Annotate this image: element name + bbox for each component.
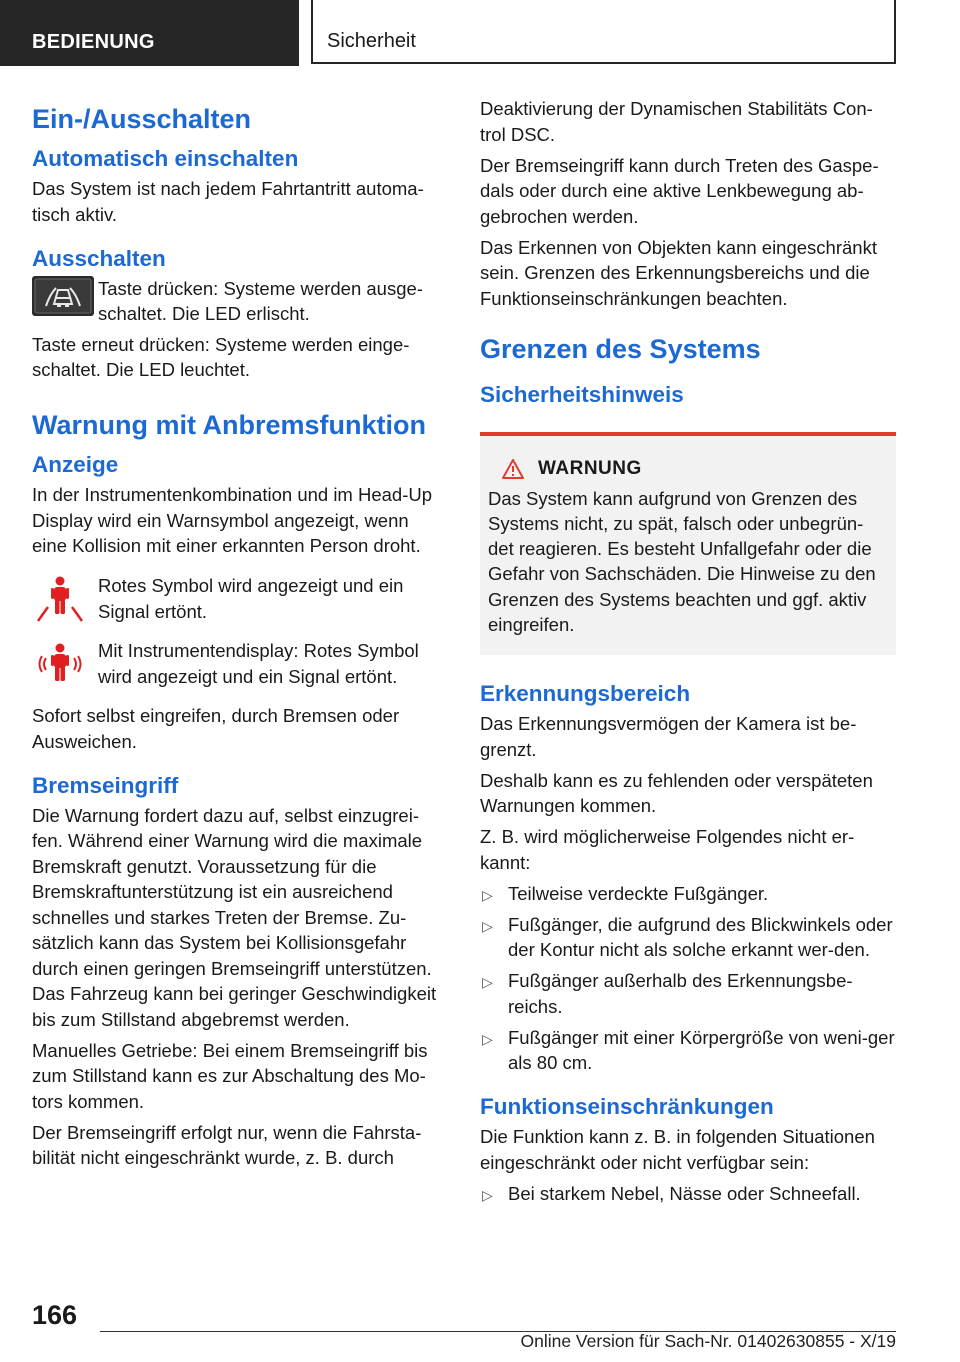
text-instrument-display: Mit Instrumentendisplay: Rotes Symbol wird angezeigt und ein Signal ertönt.	[98, 640, 419, 687]
left-column	[32, 96, 448, 1176]
text-range-1: Das Erkennungsvermögen der Kamera ist be-grenzt.	[480, 713, 857, 760]
page-number: 166	[32, 1300, 78, 1330]
text-brake-2: Manuelles Getriebe: Bei einem Bremseingriff bis zum Stillstand kann es zur Abschaltung des Mo-tors kommen.	[32, 1039, 428, 1112]
pedestrian-warning-signal-icon	[32, 638, 98, 688]
text-brake-1: Die Warnung fordert dazu auf, selbst einzugrei-fen. Während einer Warnung wird die maximale Bremskraft genutzt. Voraussetzung für die Bremskraftunterstützung ist ein ausreichend schnelles und starkes Treten der Bremse. Zu-sätzlich kann das System bei Kollisionsgefahr durch einen geringen Bremseingriff unterstützen. Das Fahrzeug kann bei geringer Geschwindigkeit bis zum Stillstand abgebremst werden.	[32, 804, 437, 1030]
heading-on-off: Ein-/Ausschalten	[32, 104, 252, 134]
text-function-limits: Die Funktion kann z. B. in folgenden Situationen eingeschränkt oder nicht verfügbar sein:	[480, 1126, 875, 1173]
text-intervene: Sofort selbst eingreifen, durch Bremsen oder Ausweichen.	[32, 705, 400, 752]
warning-label: WARNUNG	[538, 457, 642, 479]
list-item: ▷ Bei starkem Nebel, Nässe oder Schneefall.	[480, 1181, 896, 1207]
right-column	[480, 96, 896, 1212]
pedestrian-warning-icon	[32, 573, 98, 623]
heading-display: Anzeige	[32, 452, 119, 477]
warning-box	[480, 432, 896, 656]
text-press-button: Taste drücken: Systeme werden ausge-schaltet. Die LED erlischt.	[98, 277, 423, 324]
text-auto-on: Das System ist nach jedem Fahrtantritt automa-tisch aktiv.	[32, 178, 424, 225]
list-item: ▷ Fußgänger außerhalb des Erkennungsbe-reichs.	[482, 970, 853, 1017]
bullet-triangle-icon: ▷	[482, 886, 493, 903]
text-range-2: Deshalb kann es zu fehlenden oder verspäteten Warnungen kommen.	[480, 769, 873, 817]
heading-auto-on: Automatisch einschalten	[32, 146, 299, 171]
bullet-triangle-icon: ▷	[482, 974, 493, 991]
heading-warning-brake: Warnung mit Anbremsfunktion	[32, 410, 426, 440]
button-instruction-row	[32, 276, 448, 327]
heading-detection-range: Erkennungsbereich	[480, 681, 691, 707]
page-footer	[0, 1290, 960, 1362]
collision-warning-button-icon	[32, 276, 98, 316]
bullet-triangle-icon: ▷	[482, 1186, 493, 1203]
heading-switch-off: Ausschalten	[32, 245, 166, 271]
warning-triangle-icon	[502, 459, 524, 479]
text-press-again: Taste erneut drücken: Systeme werden einge-schaltet. Die LED leuchtet.	[32, 333, 410, 380]
instrument-display-row	[32, 638, 448, 689]
chapter-label: Sicherheit	[311, 0, 896, 64]
text-brake-3: Der Bremseingriff erfolgt nur, wenn die Fahrsta-bilität nicht eingeschränkt wurde, z. B. durch	[32, 1121, 422, 1168]
page-header	[0, 0, 960, 66]
detection-list	[480, 881, 896, 1076]
list-item: ▷ Teilweise verdeckte Fußgänger.	[480, 881, 896, 907]
section-label: BEDIENUNG	[0, 0, 299, 66]
heading-safety-note: Sicherheitshinweis	[480, 381, 684, 407]
heading-system-limits: Grenzen des Systems	[480, 333, 761, 364]
list-item: ▷ Fußgänger, die aufgrund des Blickwinkels oder der Kontur nicht als solche erkannt wer-den.	[482, 913, 893, 961]
text-range-3: Z. B. wird möglicherweise Folgendes nicht er-kannt:	[480, 826, 855, 873]
heading-brake-intervention: Bremseingriff	[32, 772, 179, 798]
heading-function-limits: Funktionseinschränkungen	[480, 1094, 774, 1120]
list-item: ▷ Fußgänger mit einer Körpergröße von weni-ger als 80 cm.	[482, 1026, 895, 1074]
text-dsc: Deaktivierung der Dynamischen Stabilitäts Con-trol DSC.	[480, 98, 873, 145]
text-limited: Das Erkennen von Objekten kann eingeschränkt sein. Grenzen des Erkennungsbereichs und die Funktionseinschränkungen beachten.	[480, 236, 877, 309]
bullet-triangle-icon: ▷	[482, 1030, 493, 1047]
warning-text: Das System kann aufgrund von Grenzen des Systems nicht, zu spät, falsch oder unbegrün-det reagieren. Es besteht Unfallgefahr oder die Gefahr von Sachschäden. Die Hinweise zu den Grenzen des Systems beachten und ggf. aktiv eingreifen.	[488, 487, 876, 635]
warning-header	[488, 458, 888, 480]
text-display: In der Instrumentenkombination und im Head-Up Display wird ein Warnsymbol angezeigt, wenn eine Kollision mit einer erkannten Person droht.	[32, 484, 433, 556]
text-red-symbol: Rotes Symbol wird angezeigt und ein Signal ertönt.	[98, 575, 404, 622]
bullet-triangle-icon: ▷	[482, 917, 493, 934]
function-limits-list	[480, 1181, 896, 1207]
online-version: Online Version für Sach-Nr. 01402630855 - X/19	[520, 1331, 896, 1351]
red-symbol-row	[32, 573, 448, 624]
text-abort: Der Bremseingriff kann durch Treten des Gaspe-dals oder durch eine aktive Lenkbewegung ab-gebrochen werden.	[480, 154, 879, 227]
